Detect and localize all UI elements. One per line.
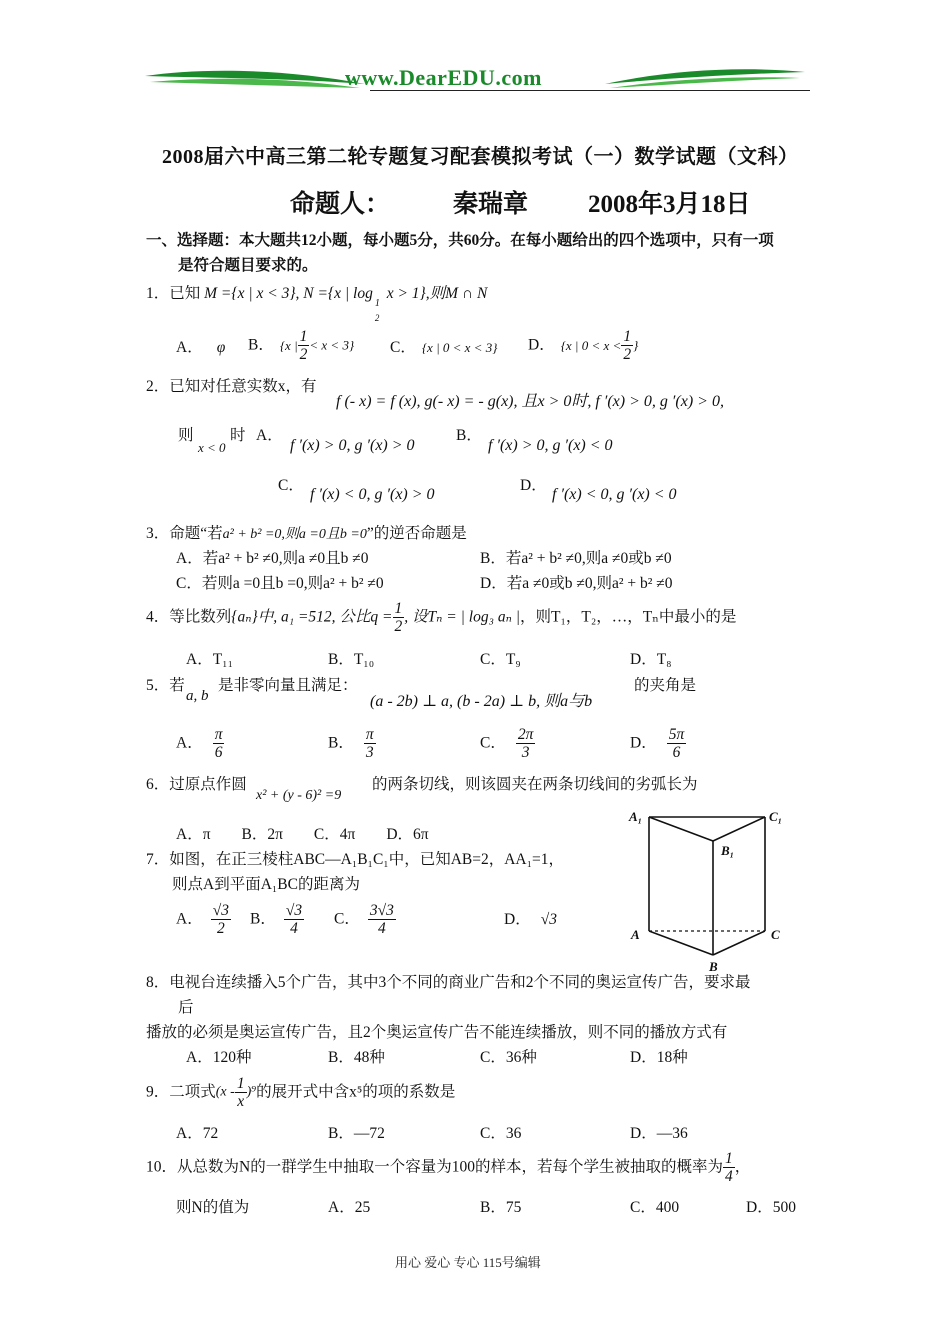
q3-expr: a² + b² =0,则a =0且b =0 — [222, 527, 367, 542]
q4-option-a: A．T₁₁ — [186, 651, 233, 668]
q2-option-b: f ′(x) > 0, g ′(x) < 0 — [488, 437, 613, 454]
q10-option-c: C．400 — [630, 1199, 680, 1216]
q6-expr: x² + (y - 6)² =9 — [256, 788, 342, 803]
page-footer: 用心 爱心 专心 115号编辑 — [395, 1255, 541, 1270]
site-name[interactable]: www.DearEDU.com — [345, 65, 542, 90]
q7-option-a: A． $\frac{√3}{2}$ — [176, 902, 229, 937]
q2-option-c: f ′(x) < 0, g ′(x) > 0 — [310, 486, 435, 503]
q2-cond: x < 0 — [198, 440, 226, 455]
q3-option-b: B．若a² + b² ≠0,则a ≠0或b ≠0 — [480, 550, 672, 567]
exam-date: 2008年3月18日 — [588, 191, 751, 218]
q9-option-d: D．—36 — [630, 1125, 688, 1142]
header-swoosh-left-icon — [140, 66, 370, 96]
q4-option-c: C．T₉ — [480, 651, 521, 668]
q2-option-a-label: A． — [256, 427, 283, 444]
header-rule — [370, 90, 810, 91]
q1-expr: M ={x | x < 3}, N ={x | log — [204, 285, 373, 302]
q9-option-b: B．—72 — [328, 1125, 385, 1142]
q8-option-d: D．18种 — [630, 1049, 688, 1066]
question-5: 5．若 — [146, 677, 185, 694]
q2-option-b-label: B． — [456, 427, 482, 444]
question-6: 6．过原点作圆 — [146, 776, 247, 793]
q1-log-base-num: 1 — [374, 298, 380, 309]
q4-option-d: D．T₈ — [630, 651, 672, 668]
q8-option-b: B．48种 — [328, 1049, 385, 1066]
q8-option-a: A．120种 — [186, 1049, 252, 1066]
q6-options: A．π B．2π C．4π D．6π — [176, 826, 429, 843]
section-heading-cont: 是符合题目要求的。 — [178, 257, 318, 274]
question-2: 2．已知对任意实数x，有 — [146, 378, 317, 395]
q10-option-d: D．500 — [746, 1199, 796, 1216]
question-4: 4．等比数列{aₙ}中, a₁ =512, 公比q = $\frac{1}{2}$ , 设Tₙ = | log₃ aₙ |，则T₁，T₂，…，Tₙ中最小的是 — [146, 600, 737, 635]
q8-option-c: C．36种 — [480, 1049, 537, 1066]
label-a1: A₁ — [629, 809, 643, 824]
q7-option-d: D． √3 — [504, 911, 557, 928]
label-a: A — [631, 927, 640, 942]
q2-expr: f (- x) = f (x), g(- x) = - g(x), 且x > 0时, f ′(x) > 0, g ′(x) > 0, — [336, 393, 724, 410]
label-b1: B₁ — [721, 843, 735, 858]
q10-text-2: 则N的值为 — [176, 1199, 250, 1216]
q5-text: 是非零向量且满足： — [218, 677, 358, 694]
q5-option-b: B． $\frac{\pi}{3}$ — [328, 726, 374, 761]
q1-option-c: C． {x | 0 < x < 3} — [390, 339, 498, 356]
question-7: 7．如图，在正三棱柱ABC—A₁B₁C₁中，已知AB=2，AA₁=1， — [146, 851, 565, 868]
q2-option-a: f ′(x) > 0, g ′(x) > 0 — [290, 437, 415, 454]
q1-option-b: B． {x | $\frac{1}{2}$ < x < 3} — [248, 328, 355, 363]
q1-log-base-den: 2 — [374, 313, 380, 323]
author-name: 秦瑞章 — [453, 191, 529, 218]
author-label: 命题人： — [290, 191, 391, 218]
q10-option-a: A．25 — [328, 1199, 371, 1216]
q1-expr-2: x > 1},则M ∩ N — [386, 285, 488, 302]
q1-b-fraction: $\frac{1}{2}$ — [299, 328, 308, 363]
q5-option-a: A． $\frac{\pi}{6}$ — [176, 726, 223, 761]
question-3: 3．命题“若a² + b² =0,则a =0且b =0”的逆否命题是 — [146, 525, 467, 542]
q9-fraction: $\frac{1}{x}$ — [236, 1075, 245, 1110]
q2-option-d: f ′(x) < 0, g ′(x) < 0 — [552, 486, 677, 503]
page-title: 2008届六中高三第二轮专题复习配套模拟考试（一）数学试题（文科） — [162, 146, 799, 168]
question-1 — [146, 284, 488, 323]
prism-figure — [625, 805, 795, 975]
q1-option-a: A． φ — [176, 339, 226, 356]
q2-shi: 时 — [230, 427, 246, 444]
q10-option-b: B．75 — [480, 1199, 522, 1216]
header-banner — [140, 62, 810, 96]
q4-expr: {aₙ}中, a₁ =512, 公比q = — [231, 608, 393, 626]
q5-expr: (a - 2b) ⊥ a, (b - 2a) ⊥ b, 则a与b — [370, 693, 593, 710]
question-10: 10．从总数为N的一群学生中抽取一个容量为100的样本，若每个学生被抽取的概率为 $\frac{1}{4}$ ， — [146, 1150, 751, 1185]
q2-then: 则 — [178, 427, 194, 444]
question-9: 9．二项式(x - $\frac{1}{x}$ )⁹的展开式中含x⁵的项的系数是 — [146, 1075, 456, 1110]
q9-option-c: C．36 — [480, 1125, 522, 1142]
q2-option-d-label: D． — [520, 477, 547, 494]
q10-fraction: $\frac{1}{4}$ — [724, 1150, 733, 1185]
q8-text-2: 播放的必须是奥运宣传广告，且2个奥运宣传广告不能连续播放，则不同的播放方式有 — [146, 1024, 728, 1041]
q1-label: 1．已知 — [146, 285, 201, 302]
q4-option-b: B．T₁₀ — [328, 651, 375, 668]
q7-option-c: C． $\frac{3√3}{4}$ — [334, 902, 394, 937]
q7-option-b: B． $\frac{√3}{4}$ — [250, 902, 303, 937]
section-heading: 一、选择题：本大题共12小题，每小题5分，共60分。在每小题给出的四个选项中，只有一项 — [146, 232, 774, 249]
q9-option-a: A．72 — [176, 1125, 219, 1142]
q5-vectors: a, b — [186, 688, 209, 704]
label-c: C — [771, 927, 780, 942]
q5-option-d: D． $\frac{5\pi}{6}$ — [630, 726, 685, 761]
q6-text: 的两条切线，则该圆夹在两条切线间的劣弧长为 — [372, 776, 698, 793]
q3-option-a: A．若a² + b² ≠0,则a ≠0且b ≠0 — [176, 550, 369, 567]
question-8: 8．电视台连续播入5个广告，其中3个不同的商业广告和2个不同的奥运宣传广告，要求最 — [146, 974, 751, 991]
q2-option-c-label: C． — [278, 477, 304, 494]
q1-option-d: D． {x | 0 < x < $\frac{1}{2}$ } — [528, 328, 639, 363]
q4-expr-2: , 设Tₙ = | log₃ aₙ | — [404, 608, 521, 626]
q1-d-fraction: $\frac{1}{2}$ — [623, 328, 632, 363]
q5-text-3: 的夹角是 — [634, 677, 697, 694]
label-c1: C₁ — [769, 809, 783, 824]
q3-option-d: D．若a ≠0或b ≠0,则a² + b² ≠0 — [480, 575, 673, 592]
q3-option-c: C．若则a =0且b =0,则a² + b² ≠0 — [176, 575, 384, 592]
q7-text-2: 则点A到平面A₁BC的距离为 — [172, 876, 360, 893]
q5-option-c: C． $\frac{2\pi}{3}$ — [480, 726, 534, 761]
q4-fraction: $\frac{1}{2}$ — [394, 600, 403, 635]
label-b: B — [709, 959, 718, 974]
q8-text-wrap: 后 — [178, 999, 194, 1016]
